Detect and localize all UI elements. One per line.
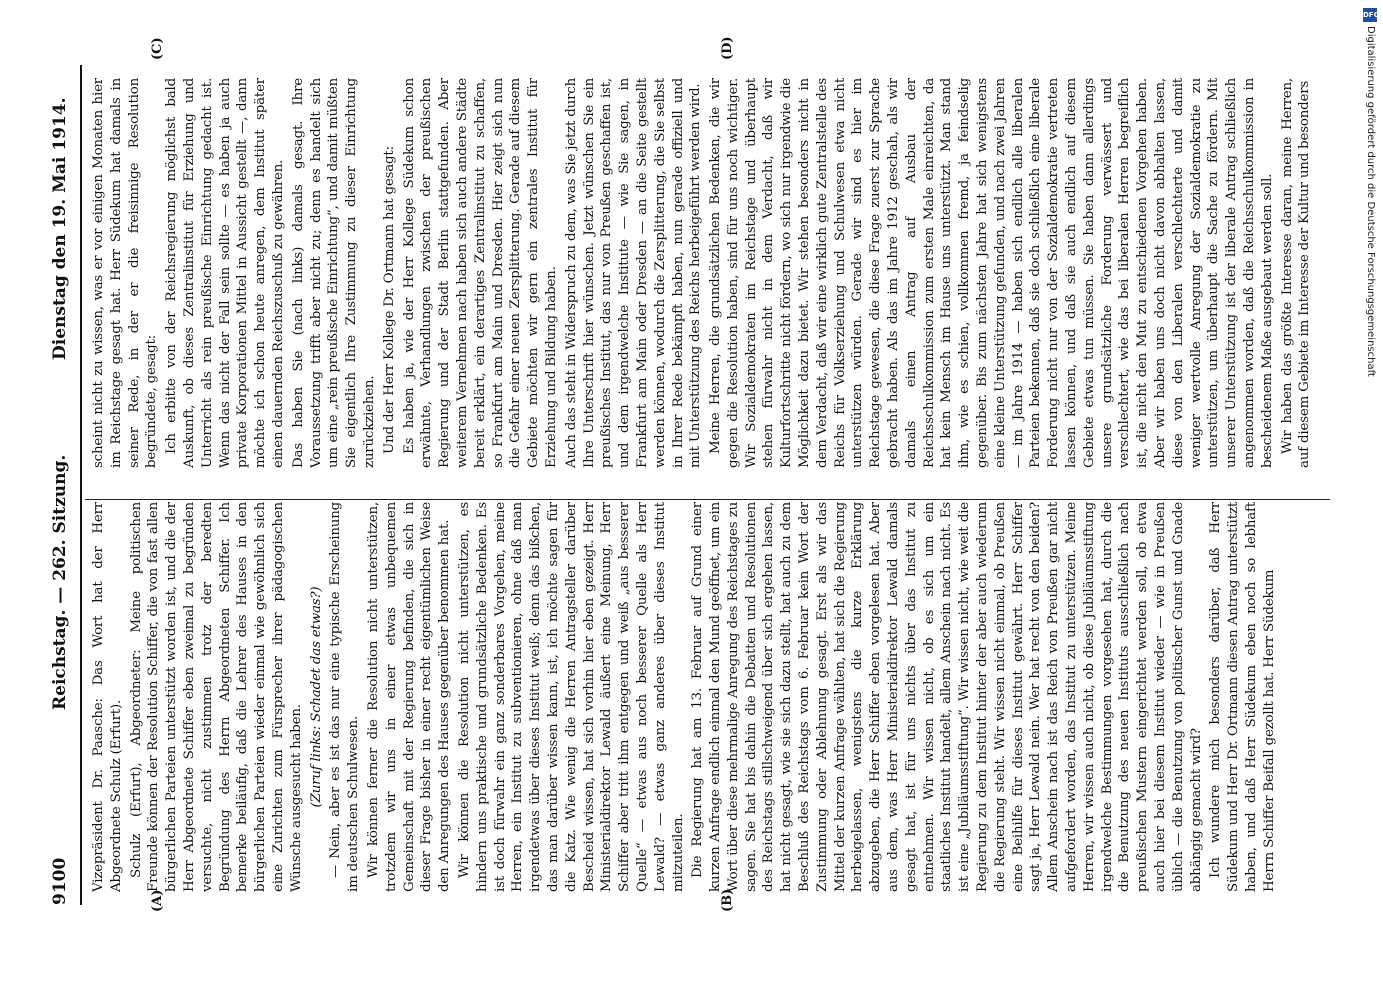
page-number: 9100 <box>50 857 70 905</box>
margin-marker-d: (D) <box>720 36 735 60</box>
left_column-paragraph: (Zuruf links: Schadet das etwas?) <box>308 586 324 808</box>
right_column-paragraph: Und der Herr Kollege Dr. Ortmann hat gesagt: <box>381 146 397 454</box>
left_column-paragraph: Die Regierung hat am 13. Februar auf Grund einer kurzen Anfrage endlich einmal den Mund geöffnet, um ein Wort über diese mehrmalige Anregung des Reichstages zu sagen. Sie hat bis dahin die Debatten und Resolutionen des Reichstags stillschweigend über sich ergehen lassen, hat nicht gesagt, wie sie sich dazu stellt, hat auch zu dem Beschluß des Reichstags vom 6. Februar kein Wort der Zustimmung oder Ablehnung gesagt. Erst als wir das Mittel der kurzen Anfrage wählten, hat sich die Regierung herbeigelassen, wenigstens die kurze Erklärung abzugeben, die Herr Schiffer eben vorgelesen hat. Aber aus dem, was Herr Ministerialdirektor Lewald damals gesagt hat, ist für uns nichts über das Institut zu entnehmen. Wir wissen nicht, ob es sich um ein staatliches Institut handelt, allem Anschein nach nicht. Es ist eine „Jubiläumsstiftung“. Wir wissen nicht, wie weit die Regierung zu dem Institut hinter der aber auch wiederum die Regierung steht. Wir wissen nicht einmal, ob Preußen eine Beihilfe für dieses Institut gewährt. Herr Schiffer sagt ja, Herr Lewald nein. Wer hat recht von den beiden? Allem Anschein nach ist das Reich von Preußen gar nicht aufgefordert worden, das Institut zu unterstützen. Meine Herren, wir wissen auch nicht, ob diese Jubiläumsstiftung irgendwelche Bestimmungen vorgesehen hat, durch die die Benutzung des neuen Instituts ausschließlich nach preußischen Mustern eingerichtet werden soll, ob etwa auch hier bei diesem Institut wieder — wie in Preußen üblich — die Benutzung von politischer Gunst und Gnade abhängig gemacht wird? <box>690 502 1204 892</box>
right_column-paragraph: scheint nicht zu wissen, was er vor einigen Monaten hier im Reichstage gesagt hat. Herr Südekum hat damals in seiner Rede, in der er die freisinnige Resolution begründete, gesagt: <box>91 78 160 468</box>
right_column-paragraph: Ich erbitte von der Reichsregierung möglichst bald Auskunft, ob dieses Zentralinstitut für Erziehung und Unterricht als rein preußische Einrichtung gedacht ist. Wenn das nicht der Fall sein sollte — es haben ja auch private Korporationen Mittel in Aussicht gestellt —, dann möchte ich schon heute anregen, dem Institut später einen dauernden Reichszuschuß zu gewähren. <box>164 78 286 468</box>
margin-marker-a: (A) <box>150 889 165 912</box>
right-text-column <box>90 78 1340 468</box>
left_column-paragraph: Wir können ferner die Resolution nicht unterstützen, trotzdem wir uns in einer etwas unbequemen Gemeinschaft mit der Regierung befinden, die sich in dieser Frage bisher in einer recht eigentümlichen Weise den Anregungen des Hauses gegenüber benommen hat. <box>365 502 453 892</box>
right_column-paragraph: Das haben Sie (nach links) damals gesagt. Ihre Voraussetzung trifft aber nicht zu; denn es handelt sich um eine „rein preußische Einrichtung“, und damit müßten Sie eigentlich Ihre Zustimmung zu dieser Einrichtung zurückziehen. <box>290 78 377 468</box>
left_column-paragraph: — Nein, aber es ist das nur eine typische Erscheinung im deutschen Schulwesen. <box>328 502 362 892</box>
margin-marker-c: (C) <box>150 37 165 60</box>
left_column-paragraph: Ich wundere mich besonders darüber, daß Herr Südekum und Herr Dr. Ortmann diesen Antrag unterstützt haben, und daß Herr Südekum eben noch so lebhaft Herrn Schiffer Beifall gezollt hat. Herr Südekum <box>1208 502 1277 892</box>
header-rule <box>80 65 82 905</box>
left_column-paragraph: Wir können die Resolution nicht unterstützen, es hindern uns praktische und grundsätzliche Bedenken. Es ist doch fürwahr ein ganz sonderbares Vorgehen, meine Herren, ein Institut zu subventionieren, ohne daß man irgendetwas über dieses Institut weiß; denn das bißchen, das man darüber wissen kann, ist, ich möchte sagen für die Katz. Wie wenig die Herren Antragsteller darüber Bescheid wissen, hat sich vorhin hier eben gezeigt. Herr Ministerialdirektor Lewald äußert eine Meinung, Herr Schiffer aber tritt ihm entgegen und weiß „aus besserer Quelle“ — etwas aus noch besserer Quelle als Herr Lewald? — etwas ganz anderes über dieses Institut mitzuteilen. <box>456 502 686 892</box>
left-text-column <box>90 502 1340 892</box>
right_column-paragraph: Es haben ja, wie der Herr Kollege Südekum schon erwähnte, Verhandlungen zwischen der preußischen Regierung und der Stadt Berlin stattgefunden. Aber weiterem Vernehmen nach haben sich auch andere Städte bereit erklärt, ein derartiges Zentralinstitut zu schaffen, so Frankfurt am Main und Dresden. Hier zeigt sich nun die Gefahr einer neuen Zersplitterung. Gerade auf diesem Gebiete möchten wir gern ein zentrales Institut für Erziehung und Bildung haben. <box>401 78 559 468</box>
right_column-paragraph: Wir haben das größte Interesse daran, meine Herren, auf diesem Gebiete im Interesse der Kultur und besonders <box>1279 78 1313 468</box>
column-separator <box>85 499 1330 500</box>
right-running-title: Dienstag den 19. Mai 1914. <box>50 97 70 360</box>
right_column-paragraph: Auch das steht in Widerspruch zu dem, was Sie jetzt durch Ihre Unterschrift hier wünschen. Jetzt wünschen Sie ein preußisches Institut, das nur von Preußen geschaffen ist, und dem irgendwelche Institute — wie Sie sagen, in Frankfurt am Main oder Dresden — an die Seite gestellt werden können, wodurch die Zersplitterung, die Sie selbst in Ihrer Rede bekämpft haben, nun gerade offiziell und mit Unterstützung des Reichs herbeigeführt werden wird. <box>563 78 704 468</box>
left_column-paragraph: Vizepräsident Dr. Paasche: Das Wort hat der Herr Abgeordnete Schulz (Erfurt). <box>91 502 124 892</box>
dfg-logo: DFG <box>1363 8 1377 22</box>
left_column-paragraph: Schulz (Erfurt), Abgeordneter: Meine politischen Freunde können der Resolution Schiffer, die von fast allen bürgerlichen Parteien unterstützt worden ist, und die der Herr Abgeordnete Schiffer eben zweimal zu begründen versuchte, nicht zustimmen trotz der beredten Begründung des Herrn Abgeordneten Schiffer. Ich bemerke beiläufig, daß die Lehrer des Hauses in den bürgerlichen Parteien wieder einmal wie gewöhnlich sich eine Zurichten zum Fürsprecher ihrer pädagogischen Wünsche ausgesucht haben. <box>128 502 304 892</box>
margin-marker-b: (B) <box>720 888 735 912</box>
right_column-paragraph: Meine Herren, die grundsätzlichen Bedenken, die wir gegen die Resolution haben, sind für uns noch wichtiger. Wir Sozialdemokraten im Reichstage und überhaupt stehen fürwahr nicht in dem Verdacht, daß wir Kulturfortschritte nicht fördern, wo sich nur irgendwie die Möglichkeit dazu bietet. Wir stehen besonders nicht in dem Verdacht, daß wir eine wirklich gute Zentralstelle des Reichs für Volkserziehung und Schulwesen etwa nicht unterstützen würden. Gerade wir sind es hier im Reichstage gewesen, die diese Frage zuerst zur Sprache gebracht haben. Als das im Jahre 1912 geschah, als wir damals einen Antrag auf Ausbau der Reichsschulkommission zum ersten Male einreichten, da hat kein Mensch im Hause uns unterstützt. Man stand ihm, wie es schien, vollkommen fremd, ja feindselig gegenüber. Bis zum nächsten Jahre hat sich wenigstens eine kleine Unterstützung gefunden, und nach zwei Jahren — im Jahre 1914 — haben sich endlich alle liberalen Parteien bekennen, daß sie doch schließlich eine liberale Forderung nicht nur von der Sozialdemokratie vertreten lassen können, und daß sie auch endlich auf diesem Gebiete etwas tun müssen. Sie haben dann allerdings unsere grundsätzliche Forderung verwässert und verschlechtert, wie das bei liberalen Herren begreiflich ist, die nicht den Mut zu entschiedenen Vorgehen haben. Aber wir haben uns doch nicht davon abhalten lassen, diese von den Liberalen verschlechterte und damit weniger wertvolle Anregung der Sozialdemokratie zu unterstützen, um überhaupt die Sache zu fördern. Mit unserer Unterstützung ist der liberale Antrag schließlich angenommen worden, daß die Reichsschulkommission in bescheidenem Maße ausgebaut werden soll. <box>708 78 1275 468</box>
left-running-title: Reichstag. — 262. Sitzung. <box>50 454 70 710</box>
dfg-credit-strip <box>1362 6 1378 566</box>
dfg-credit-text: Digitalisierung gefördert durch die Deutsche Forschungsgemeinschaft <box>1365 26 1376 377</box>
